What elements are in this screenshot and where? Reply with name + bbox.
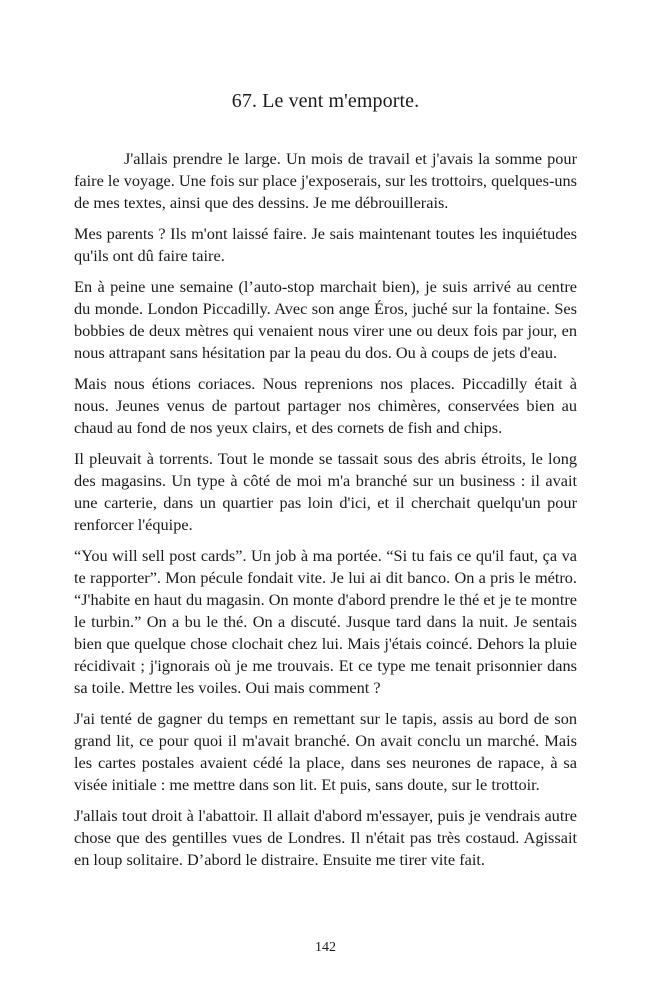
- book-page: [74, 0, 577, 1006]
- paragraph: Mes parents ? Ils m'ont laissé faire. Je sais maintenant toutes les inquiétudes qu'ils ont dû faire taire.: [74, 224, 577, 265]
- chapter-title: 67. Le vent m'emporte.: [231, 90, 420, 112]
- paragraph: J'allais tout droit à l'abattoir. Il allait d'abord m'essayer, puis je vendrais autre chose que des gentilles vues de Londres. Il n'était pas très costaud. Agissait en loup solitaire. D’abord le distraire. Ensuite me tirer vite fait.: [74, 806, 577, 869]
- paragraph: J'allais prendre le large. Un mois de travail et j'avais la somme pour faire le voyage. Une fois sur place j'exposerais, sur les trottoirs, quelques-uns de mes textes, ainsi que des dessins. Je me débrouillerais.: [74, 149, 577, 212]
- page-number: 142: [315, 940, 336, 955]
- paragraph: “You will sell post cards”. Un job à ma portée. “Si tu fais ce qu'il faut, ça va te rapporter”. Mon pécule fondait vite. Je lui ai dit banco. On a pris le métro. “J'habite en haut du magasin. On monte d'abord prendre le thé et je te montre le turbin.” On a bu le thé. On a discuté. Jusque tard dans la nuit. Je sentais bien que quelque chose clochait chez lui. Mais j'étais coincé. Dehors la pluie récidivait ; j'ignorais où je me trouvais. Et ce type me tenait prisonnier dans sa toile. Mettre les voiles. Oui mais comment ?: [74, 546, 577, 697]
- paragraph: En à peine une semaine (l’auto-stop marchait bien), je suis arrivé au centre du monde. London Piccadilly. Avec son ange Éros, juché sur la fontaine. Ses bobbies de deux mètres qui venaient nous virer une ou deux fois par jour, en nous attrapant sans hésitation par la peau du dos. Ou à coups de jets d'eau.: [74, 277, 577, 362]
- paragraph: Il pleuvait à torrents. Tout le monde se tassait sous des abris étroits, le long des magasins. Un type à côté de moi m'a branché sur un business : il avait une carterie, dans un quartier pas loin d'ici, et il cherchait quelqu'un pour renforcer l'équipe.: [74, 449, 577, 534]
- paragraph: J'ai tenté de gagner du temps en remettant sur le tapis, assis au bord de son grand lit, ce pour quoi il m'avait branché. On avait conclu un marché. Mais les cartes postales avaient cédé la place, dans ses neurones de rapace, à sa visée initiale : me mettre dans son lit. Et puis, sans doute, sur le trottoir.: [74, 709, 577, 794]
- chapter-body: [74, 148, 577, 880]
- paragraph: Mais nous étions coriaces. Nous reprenions nos places. Piccadilly était à nous. Jeunes venus de partout partager nos chimères, conservées bien au chaud au fond de nos yeux clairs, et des cornets de fish and chips.: [74, 374, 577, 437]
